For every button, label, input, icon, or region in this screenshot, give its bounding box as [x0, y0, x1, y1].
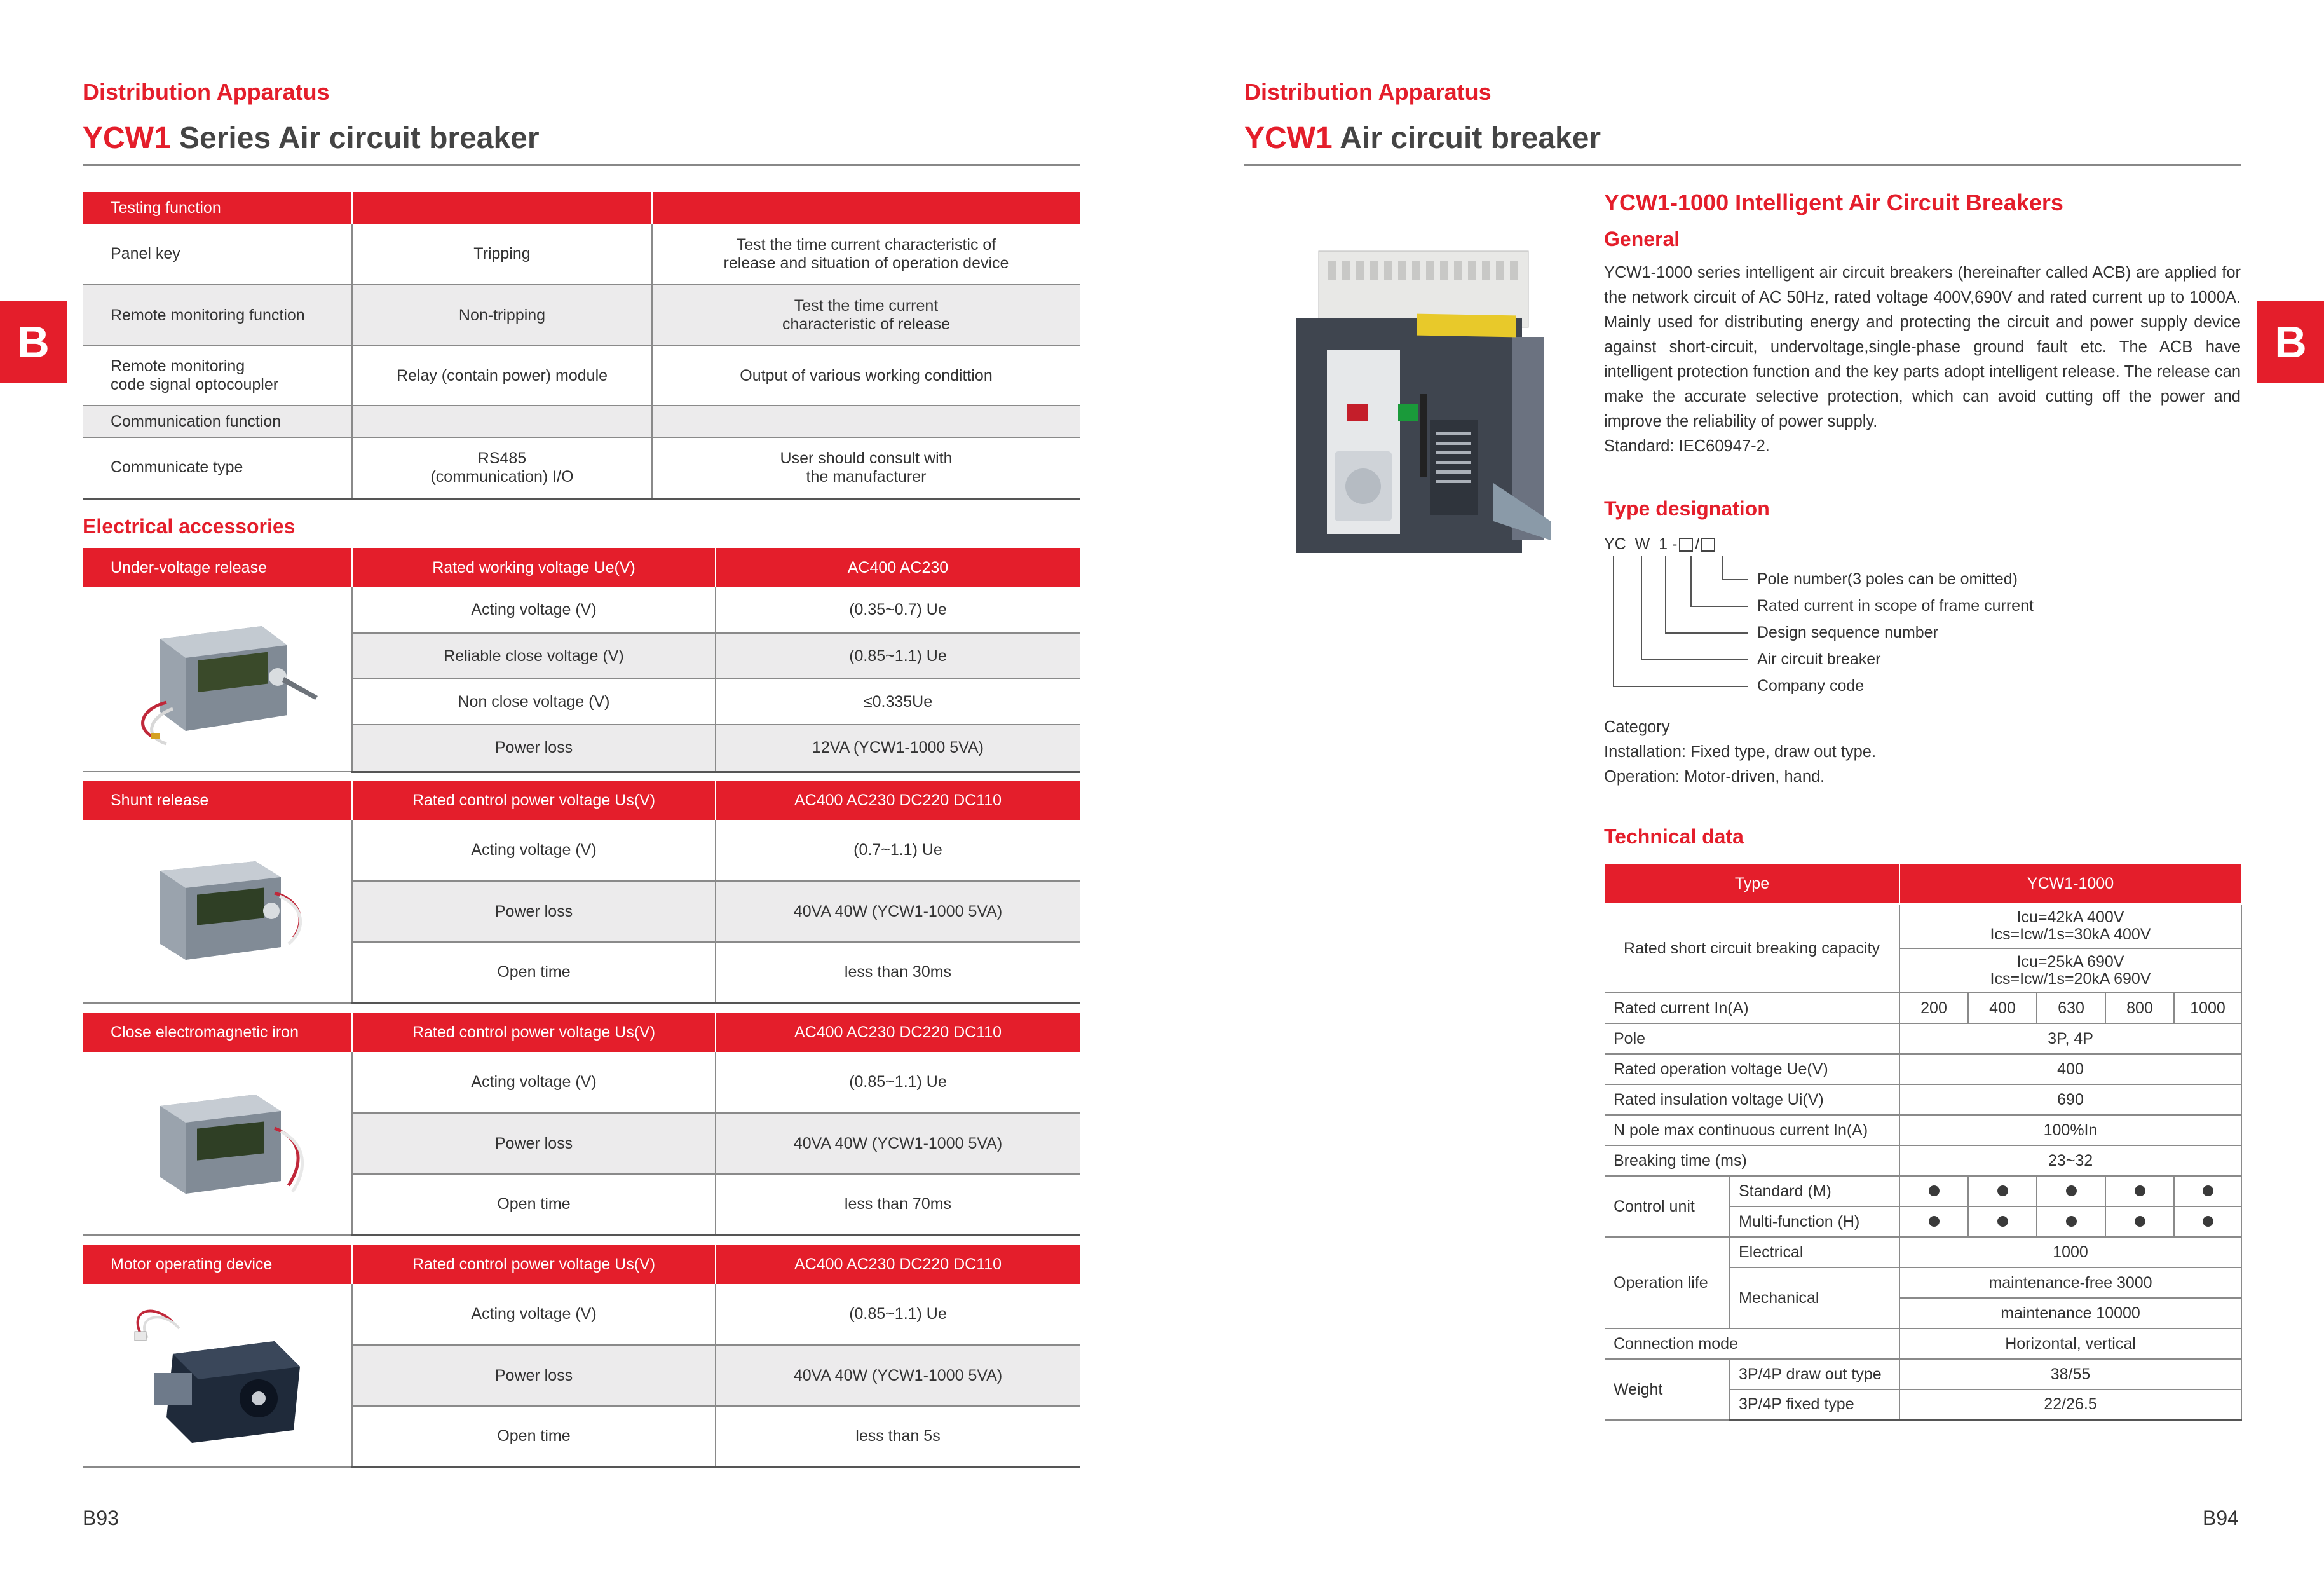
- table-row: Non close voltage (V) ≤0.335Ue: [83, 679, 1080, 725]
- general-text: YCW1-1000 series intelligent air circuit breakers (hereinafter called ACB) are applied for the network circuit of AC 50Hz, rated voltage 400V,690V and rated current up to 1000A. Mainly used for distributing energy and protecting the circuit and power supply device against short-circuit, undervoltage,single-phase ground fault etc. The ACB have intelligent protection function and the key parts adopt intelligent release. The release can make the accurate selective protection, which can avoid cutting off the power and improve the reliability of power supply.: [1604, 264, 2241, 430]
- type-designation-heading: Type designation: [1604, 497, 1770, 520]
- undervoltage-release-image: [83, 587, 352, 772]
- right-title-rule: [1244, 164, 2241, 166]
- leader-pole-v: [1722, 556, 1723, 580]
- table-row: Reliable close voltage (V) (0.85~1.1) Ue: [83, 633, 1080, 679]
- table-row: Open time less than 5s: [83, 1406, 1080, 1467]
- accessory-table-undervoltage: Under-voltage release Rated working voltage Ue(V) AC400 AC230 Acting voltage (V) (0.35~0.7) Ue Reliable close voltage (V) (0.85~1.1) Ue Non close voltage (V) ≤0.335Ue Power loss 12VA (YCW1-1000 5VA): [83, 548, 1080, 773]
- left-side-tab: B: [0, 301, 67, 383]
- left-page-number: B93: [83, 1506, 119, 1529]
- table-row: Remote monitoring function Non-tripping Test the time current characteristic of release: [83, 285, 1080, 346]
- accessory-table-close-iron: Close electromagnetic iron Rated control power voltage Us(V) AC400 AC230 DC220 DC110 Acting voltage (V) (0.85~1.1) Ue Power loss 40VA 40W (YCW1-1000 5VA) Open time less than 70ms: [83, 1013, 1080, 1236]
- table-row: Acting voltage (V) (0.85~1.1) Ue: [83, 1284, 1080, 1345]
- designation-label-design: Design sequence number: [1757, 624, 1938, 641]
- dot-icon: [2203, 1216, 2213, 1227]
- table-row: Communication function: [83, 406, 1080, 437]
- leader-current-h: [1690, 606, 1748, 607]
- product-heading: YCW1-1000 Intelligent Air Circuit Breakers: [1604, 189, 2063, 215]
- dot-icon: [2066, 1216, 2077, 1227]
- shunt-release-image: [83, 820, 352, 1003]
- leader-acb-v: [1641, 556, 1642, 660]
- dot-icon: [1997, 1185, 2008, 1196]
- right-title-highlight: YCW1: [1244, 121, 1333, 155]
- dot-icon: [2066, 1185, 2077, 1196]
- technical-table: Type YCW1-1000 Rated short circuit breaking capacity Icu=42kA 400V Ics=Icw/1s=30kA 400V Icu=25kA 690V Ics=Icw/1s=20kA 690V Rated current In(A) 200 400 630 800 1000 Pole 3P, 4P Rated operation voltage Ue(V) 400 Rated insulation voltage Ui(V) 690 N pole max continuous current In(A) 100%In Breaking time (ms) 23~32 Control unit Standard (M) Multi-function (H) Operation life Electrical 1000 Mechanical maintenance-free 3000 maintenance 10000 Connection mode Horizontal, vertical Weight 3P/4P draw out type 38/55 3P/4P fixed type 22/26.5: [1604, 864, 2242, 1421]
- category-block: Category Installation: Fixed type, draw out type. Operation: Motor-driven, hand.: [1604, 718, 1877, 786]
- left-section-label: Distribution Apparatus: [83, 79, 330, 105]
- leader-design-v: [1665, 556, 1666, 633]
- table-row: Panel key Tripping Test the time current characteristic of release and situation of operation device: [83, 224, 1080, 285]
- table-row: Power loss 40VA 40W (YCW1-1000 5VA): [83, 1113, 1080, 1174]
- leader-pole-h: [1722, 579, 1748, 580]
- accessory-table-motor: Motor operating device Rated control power voltage Us(V) AC400 AC230 DC220 DC110 Acting voltage (V) (0.85~1.1) Ue Power loss 40VA 40W (YCW1-1000 5VA) Open time less than 5s: [83, 1245, 1080, 1468]
- table-row: Power loss 40VA 40W (YCW1-1000 5VA): [83, 881, 1080, 942]
- function-table: [83, 192, 1080, 500]
- table-row: Acting voltage (V) (0.85~1.1) Ue: [83, 1052, 1080, 1113]
- technical-heading: Technical data: [1604, 825, 1744, 848]
- general-heading: General: [1604, 228, 1680, 250]
- close-iron-image: [83, 1052, 352, 1235]
- accessories-heading: Electrical accessories: [83, 515, 296, 538]
- left-title-highlight: YCW1: [83, 121, 171, 155]
- right-page-number: B94: [2203, 1506, 2239, 1529]
- leader-company-v: [1613, 556, 1614, 686]
- dot-icon: [1997, 1216, 2008, 1227]
- leader-current-v: [1690, 556, 1692, 606]
- table-row: Power loss 12VA (YCW1-1000 5VA): [83, 725, 1080, 772]
- designation-label-current: Rated current in scope of frame current: [1757, 597, 2034, 615]
- table-row: Open time less than 30ms: [83, 942, 1080, 1003]
- dot-icon: [1929, 1185, 1940, 1196]
- table-row: Acting voltage (V) (0.35~0.7) Ue: [83, 587, 1080, 633]
- breaker-product-image: [1284, 242, 1563, 572]
- dot-icon: [1929, 1216, 1940, 1227]
- leader-company-h: [1613, 686, 1748, 687]
- left-title-rest: Series Air circuit breaker: [170, 121, 540, 155]
- accessory-table-shunt: Shunt release Rated control power voltage Us(V) AC400 AC230 DC220 DC110 Acting voltage (V) (0.7~1.1) Ue Power loss 40VA 40W (YCW1-1000 5VA) Open time less than 30ms: [83, 781, 1080, 1004]
- leader-acb-h: [1641, 659, 1748, 660]
- right-section-label: Distribution Apparatus: [1244, 79, 1492, 105]
- designation-code: YC W 1 - /: [1604, 535, 1717, 554]
- right-side-tab: B: [2257, 301, 2324, 383]
- table-row: Communicate type RS485 (communication) I/O User should consult with the manufacturer: [83, 437, 1080, 498]
- left-title-rule: [83, 164, 1080, 166]
- table-row: Acting voltage (V) (0.7~1.1) Ue: [83, 820, 1080, 881]
- designation-label-company: Company code: [1757, 677, 1865, 695]
- dot-icon: [2135, 1185, 2145, 1196]
- function-table-header: Testing function: [83, 192, 352, 224]
- standard-text: Standard: IEC60947-2.: [1604, 437, 1770, 455]
- dot-icon: [2203, 1185, 2213, 1196]
- code-box-pole: [1701, 538, 1715, 552]
- designation-label-acb: Air circuit breaker: [1757, 650, 1881, 668]
- designation-label-pole: Pole number(3 poles can be omitted): [1757, 570, 2018, 588]
- code-box-current: [1679, 538, 1693, 552]
- table-row: Remote monitoring code signal optocoupler Relay (contain power) module Output of various working condittion: [83, 346, 1080, 406]
- leader-design-h: [1665, 632, 1748, 634]
- left-page-title: [83, 121, 540, 156]
- table-row: Open time less than 70ms: [83, 1174, 1080, 1235]
- dot-icon: [2135, 1216, 2145, 1227]
- right-page-title: [1244, 121, 1601, 156]
- table-row: Power loss 40VA 40W (YCW1-1000 5VA): [83, 1345, 1080, 1406]
- right-title-rest: Air circuit breaker: [1332, 121, 1601, 155]
- motor-device-image: [83, 1284, 352, 1467]
